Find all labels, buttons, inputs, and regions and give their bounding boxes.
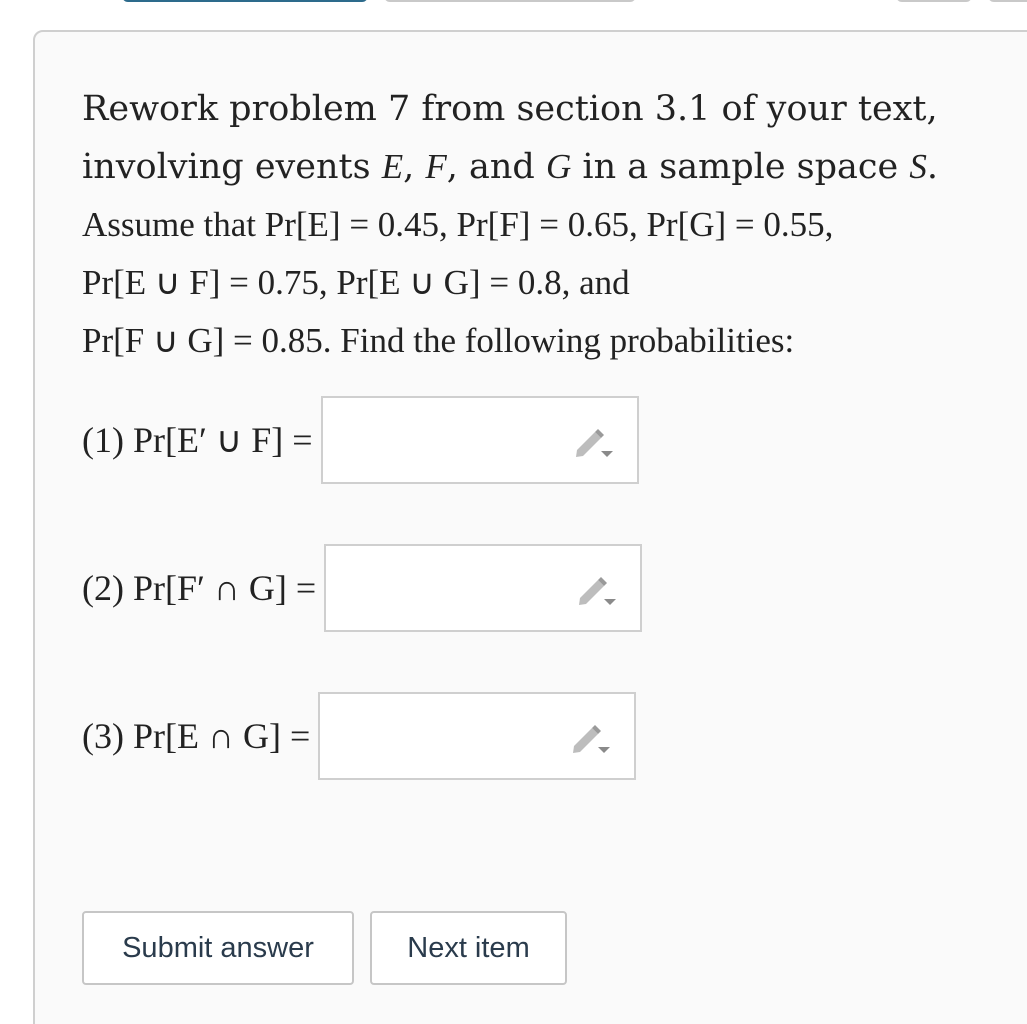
problem-line-1: Rework problem 7 from section 3.1 of your text,: [82, 89, 938, 129]
question-1-label: (1) Pr[E′ ∪ F] =: [82, 420, 313, 460]
question-2-label: (2) Pr[F′ ∩ G] =: [82, 568, 317, 608]
problem-statement: [82, 80, 1012, 370]
pencil-dropdown-icon[interactable]: [574, 574, 618, 608]
active-tab[interactable]: [122, 0, 368, 2]
next-item-button[interactable]: Next item: [370, 911, 567, 985]
pencil-dropdown-icon[interactable]: [571, 426, 615, 460]
answer-box-3[interactable]: [318, 692, 636, 780]
question-1: [82, 396, 639, 484]
question-2: [82, 544, 642, 632]
tab[interactable]: [988, 0, 1027, 2]
problem-line-5: Pr[F ∪ G] = 0.85. Find the following probabilities:: [82, 321, 795, 360]
pencil-dropdown-icon[interactable]: [568, 722, 612, 756]
submit-answer-button[interactable]: Submit answer: [82, 911, 354, 985]
answer-box-2[interactable]: [324, 544, 642, 632]
question-3-label: (3) Pr[E ∩ G] =: [82, 716, 311, 756]
tab[interactable]: [896, 0, 972, 2]
answer-box-1[interactable]: [321, 396, 639, 484]
problem-line-3: Assume that Pr[E] = 0.45, Pr[F] = 0.65, Pr[G] = 0.55,: [82, 205, 834, 244]
problem-line-4: Pr[E ∪ F] = 0.75, Pr[E ∪ G] = 0.8, and: [82, 263, 630, 302]
tab[interactable]: [384, 0, 636, 2]
problem-line-2: involving events E, F, and G in a sample space S.: [82, 147, 938, 187]
question-3: [82, 692, 636, 780]
